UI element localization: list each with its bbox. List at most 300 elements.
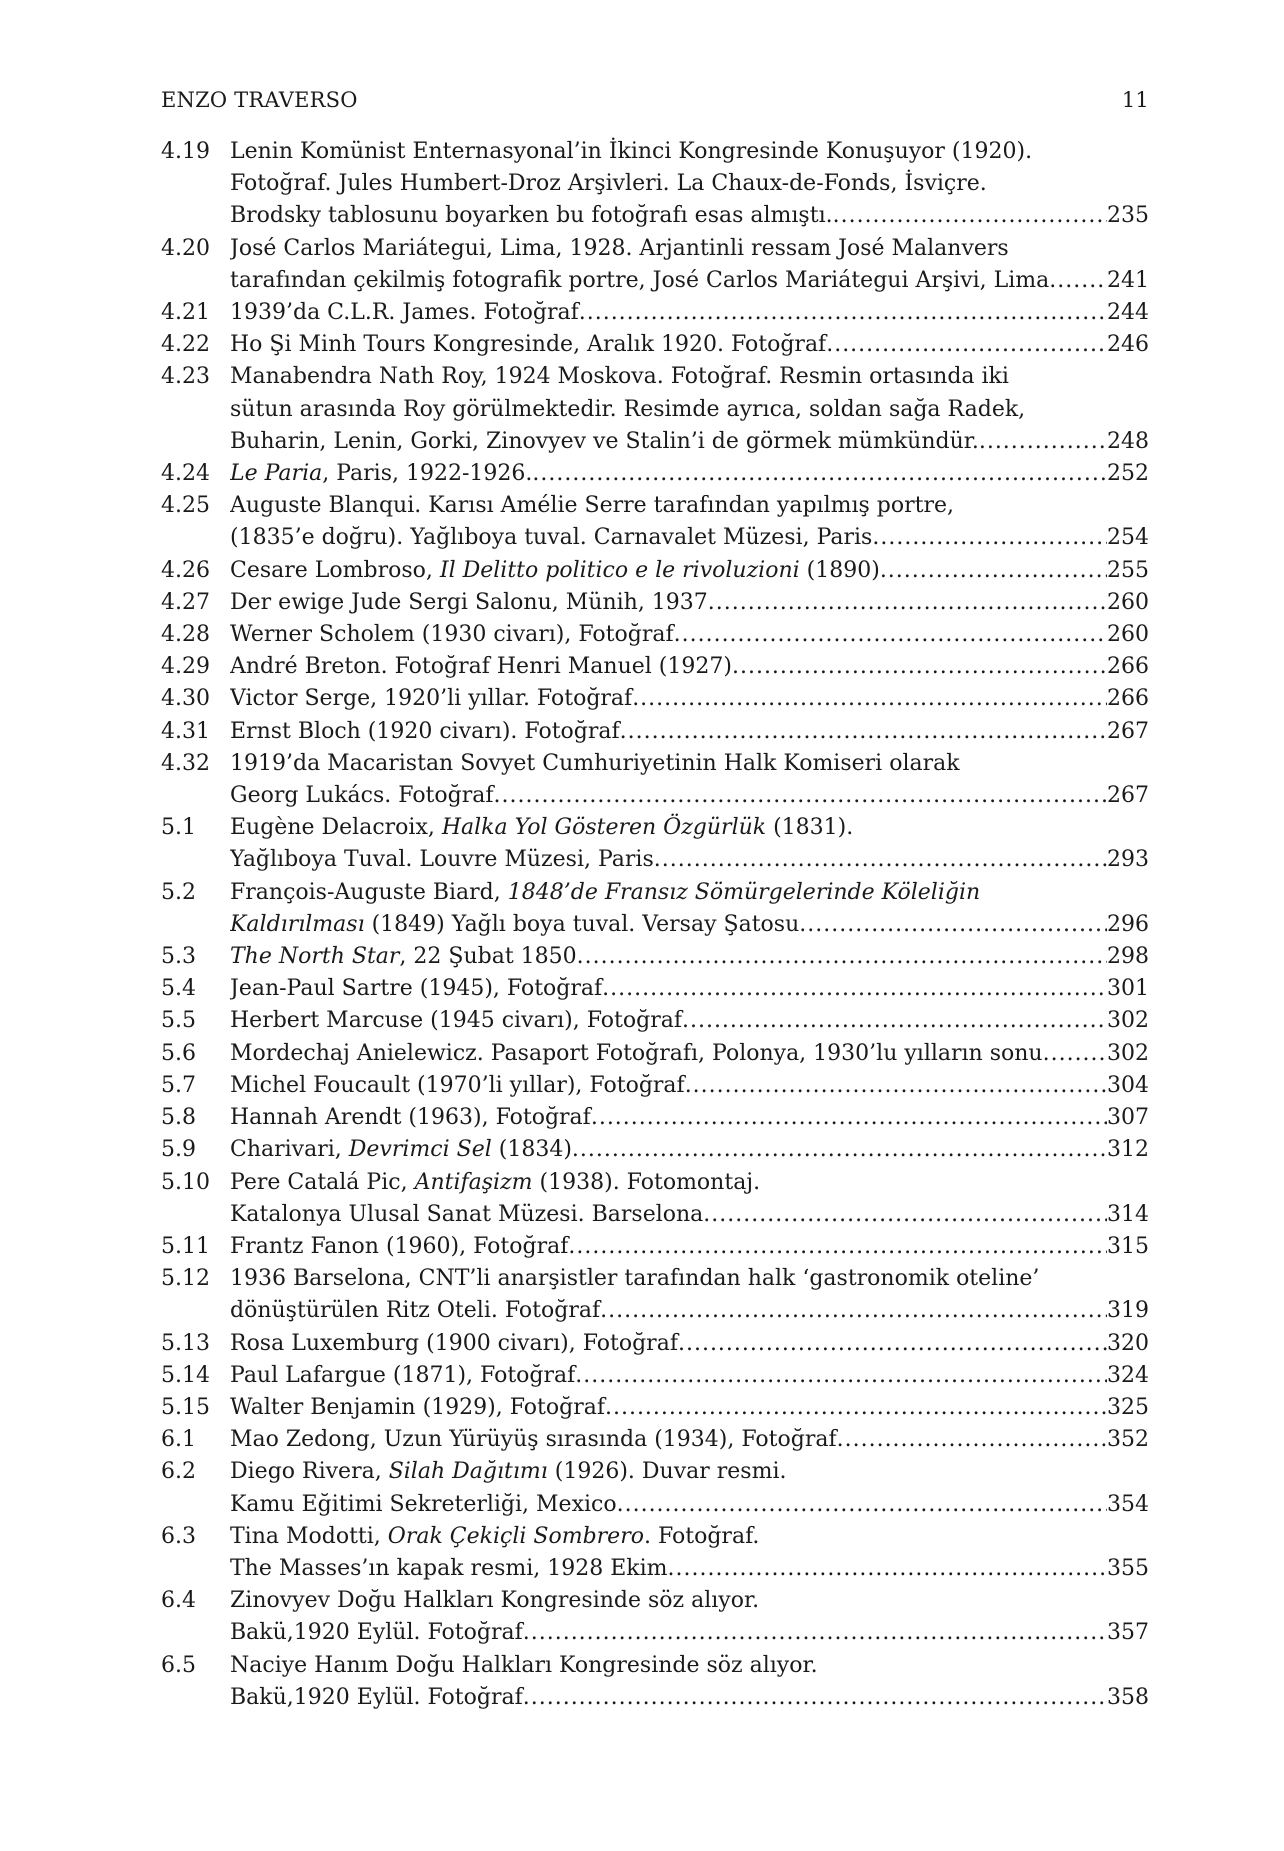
figure-entry [161,490,1149,554]
leader-dots [833,200,1107,232]
figure-number: 5.10 [161,1169,210,1195]
figure-page-number: 298 [1107,944,1149,970]
figure-page-number: 355 [1107,1555,1149,1581]
caption-last-line [230,1005,1149,1037]
figure-number: 5.7 [161,1072,196,1098]
figure-entry [161,941,1149,973]
caption-last-text [230,1328,678,1360]
caption-last-line [230,1553,1149,1585]
caption-text: , Paris, 1922-1926. [322,461,533,487]
figure-page-number: 293 [1107,847,1149,873]
figure-page-number: 302 [1107,1008,1149,1034]
caption-last-text [230,458,532,490]
leader-dots [568,1231,1107,1263]
figure-page-number: 324 [1107,1362,1149,1388]
caption-last-line [230,1102,1149,1134]
figure-number: 4.21 [161,300,210,326]
caption-last-text [230,1617,523,1649]
figure-number: 6.2 [161,1459,196,1485]
figure-caption [230,587,1149,619]
figure-caption [230,1521,1149,1585]
figure-entry [161,1231,1149,1263]
figure-page-number: 255 [1107,557,1149,583]
figure-page-number: 320 [1107,1330,1149,1356]
caption-title-italic: 1848’de Fransız Sömürgelerinde Köleliğin [507,879,981,905]
figure-caption [230,1167,1149,1231]
list-of-figures [161,136,1149,1714]
caption-text: Brodsky tablosunu boyarken bu fotoğrafı esas almıştı. [230,203,833,229]
figure-number: 6.5 [161,1652,196,1678]
figure-number: 5.6 [161,1040,196,1066]
caption-last-line [230,1295,1149,1327]
caption-last-line [230,555,1149,587]
figure-number: 4.27 [161,589,210,615]
figure-number: 6.1 [161,1427,196,1453]
caption-text: Mao Zedong, Uzun Yürüyüş sırasında (1934), Fotoğraf [230,1427,837,1453]
figure-entry [161,1392,1149,1424]
caption-text: Kamu Eğitimi Sekreterliği, Mexico [230,1491,617,1517]
caption-last-text [230,941,577,973]
leader-dots [523,1617,1107,1649]
caption-text: Herbert Marcuse (1945 civarı), Fotoğraf [230,1008,682,1034]
caption-text: Pere Catalá Pic, [230,1169,415,1195]
caption-last-text [230,780,494,812]
caption-last-line [230,651,1149,683]
figure-page-number: 301 [1107,976,1149,1002]
caption-last-text [230,1489,617,1521]
caption-last-text [230,1360,575,1392]
caption-last-text [230,200,833,232]
figure-caption [230,458,1149,490]
figure-entry [161,619,1149,651]
figure-caption [230,1392,1149,1424]
figure-entry [161,1424,1149,1456]
figure-entry [161,1005,1149,1037]
leader-dots [732,651,1107,683]
figure-entry [161,1038,1149,1070]
caption-line: Fotoğraf. Jules Humbert-Droz Arşivleri. La Chaux-de-Fonds, İsviçre. [230,171,987,197]
caption-title-italic: Kaldırılması [230,911,365,937]
figure-page-number: 260 [1107,622,1149,648]
figure-caption [230,555,1149,587]
caption-text: (1835’e doğru). Yağlıboya tuval. Carnavalet Müzesi, Paris [230,525,873,551]
figure-entry [161,587,1149,619]
caption-text: (1926). Duvar resmi. [547,1459,787,1485]
caption-last-line [230,329,1149,361]
caption-last-line [230,265,1149,297]
caption-title-italic: The North Star [230,944,400,970]
figure-caption [230,1231,1149,1263]
figure-caption [230,941,1149,973]
figure-page-number: 315 [1107,1233,1149,1259]
caption-text: Der ewige Jude Sergi Salonu, Münih, 1937 [230,589,708,615]
figure-caption [230,1424,1149,1456]
figure-entry [161,1521,1149,1585]
caption-last-text [230,619,674,651]
leader-dots [682,1005,1107,1037]
leader-dots [579,297,1107,329]
figure-number: 5.14 [161,1362,210,1388]
caption-text: François-Auguste Biard, [230,879,508,905]
caption-last-text [230,1392,605,1424]
figure-caption [230,1005,1149,1037]
figure-entry [161,555,1149,587]
page-number: 11 [1121,88,1149,112]
figure-page-number: 304 [1107,1072,1149,1098]
caption-line: Lenin Komünist Enternasyonal’in İkinci Kongresinde Konuşuyor (1920). [230,139,1033,164]
caption-text: Walter Benjamin (1929), Fotoğraf [230,1394,605,1420]
caption-last-line [230,1617,1149,1649]
caption-last-text [230,1295,600,1327]
figure-entry [161,877,1149,941]
caption-title-italic: Il Delitto politico e le rivoluzioni [439,557,800,583]
figure-number: 6.4 [161,1588,196,1614]
caption-line: sütun arasında Roy görülmektedir. Resimde ayrıca, soldan sağa Radek, [230,396,1026,422]
figure-number: 4.30 [161,686,210,712]
figure-page-number: 314 [1107,1201,1149,1227]
figure-page-number: 235 [1107,203,1149,229]
caption-line [230,1521,1149,1553]
figure-page-number: 319 [1107,1298,1149,1324]
caption-last-line [230,1424,1149,1456]
figure-number: 4.19 [161,139,210,164]
figure-caption [230,1328,1149,1360]
leader-dots [620,716,1107,748]
caption-text: Bakü,1920 Eylül. Fotoğraf [230,1684,523,1710]
figure-entry [161,973,1149,1005]
caption-title-italic: Halka Yol Gösteren Özgürlük [441,815,767,841]
caption-title-italic: Devrimci Sel [348,1137,492,1163]
figure-number: 4.25 [161,493,210,519]
figure-number: 4.22 [161,332,210,358]
figure-page-number: 307 [1107,1105,1149,1131]
figure-caption [230,812,1149,876]
leader-dots [826,329,1107,361]
figure-entry [161,1263,1149,1327]
caption-text: 1939’da C.L.R. James. Fotoğraf [230,300,579,326]
figure-entry [161,136,1149,233]
figure-caption [230,1134,1149,1166]
figure-page-number: 266 [1107,686,1149,712]
caption-last-text [230,651,732,683]
caption-last-text [230,587,708,619]
caption-last-text [230,1424,837,1456]
leader-dots [617,1489,1107,1521]
caption-title-italic: Orak Çekiçli Sombrero [387,1523,644,1549]
leader-dots [872,522,1107,554]
caption-last-line [230,973,1149,1005]
caption-text: Paul Lafargue (1871), Fotoğraf [230,1362,576,1388]
figure-caption [230,136,1149,233]
caption-line [230,1167,1149,1199]
figure-entry [161,458,1149,490]
leader-dots [605,1392,1107,1424]
figure-caption [230,1070,1149,1102]
figure-page-number: 252 [1107,461,1149,487]
leader-dots [532,458,1107,490]
caption-last-text [230,1038,1043,1070]
running-header [161,88,1149,122]
figure-caption [230,748,1149,812]
figure-number: 6.3 [161,1523,196,1549]
caption-last-text [230,716,620,748]
caption-line: Manabendra Nath Roy, 1924 Moskova. Fotoğraf. Resmin ortasında iki [230,364,1009,390]
running-header-author: ENZO TRAVERSO [161,88,358,112]
caption-last-line [230,1134,1149,1166]
caption-last-line [230,683,1149,715]
leader-dots [674,619,1107,651]
caption-last-text [230,1102,591,1134]
caption-last-line [230,1199,1149,1231]
caption-last-text [230,329,826,361]
figure-number: 4.28 [161,622,210,648]
figure-number: 5.13 [161,1330,210,1356]
figure-entry [161,1102,1149,1134]
caption-text: (1831). [766,815,854,841]
figure-caption [230,973,1149,1005]
figure-caption [230,1263,1149,1327]
figure-entry [161,1456,1149,1520]
leader-dots [837,1424,1107,1456]
caption-last-line [230,1231,1149,1263]
leader-dots [703,1199,1107,1231]
caption-last-line [230,619,1149,651]
caption-text: Eugène Delacroix, [230,815,442,841]
figure-page-number: 267 [1107,718,1149,744]
leader-dots [979,426,1107,458]
caption-text: The Masses’ın kapak resmi, 1928 Ekim [230,1555,668,1581]
caption-last-text [230,683,632,715]
figure-caption [230,297,1149,329]
caption-text: tarafından çekilmiş fotografik portre, José Carlos Mariátegui Arşivi, Lima [230,267,1050,293]
figure-number: 4.32 [161,750,210,776]
leader-dots [602,973,1107,1005]
caption-last-text [230,1134,572,1166]
figure-entry [161,233,1149,297]
caption-last-line [230,844,1149,876]
caption-title-italic: Antifaşizm [414,1169,533,1195]
figure-entry [161,683,1149,715]
leader-dots [668,1553,1107,1585]
caption-last-line [230,458,1149,490]
caption-text: Katalonya Ulusal Sanat Müzesi. Barselona [230,1201,704,1227]
caption-text: Rosa Luxemburg (1900 civarı), Fotoğraf [230,1330,678,1356]
figure-page-number: 296 [1107,911,1149,937]
caption-last-text [230,1199,703,1231]
caption-text: Ernst Bloch (1920 civarı). Fotoğraf [230,718,620,744]
figure-page-number: 248 [1107,428,1149,454]
caption-last-line [230,1682,1149,1714]
caption-text: Mordechaj Anielewicz. Pasaport Fotoğrafı, Polonya, 1930’lu yılların sonu [230,1040,1043,1066]
figure-caption [230,1038,1149,1070]
caption-last-text [230,844,654,876]
caption-last-line [230,1328,1149,1360]
figure-entry [161,716,1149,748]
figure-page-number: 312 [1107,1137,1149,1163]
leader-dots [1049,265,1107,297]
leader-dots [494,780,1107,812]
caption-last-text [230,1231,568,1263]
caption-last-text [230,1005,682,1037]
caption-title-italic: Silah Dağıtımı [388,1459,548,1485]
caption-line: Zinovyev Doğu Halkları Kongresinde söz alıyor. [230,1588,760,1614]
figure-caption [230,619,1149,651]
caption-last-line [230,909,1149,941]
caption-text: Buharin, Lenin, Gorki, Zinovyev ve Stalin’i de görmek mümkündür. [230,428,979,454]
caption-last-line [230,1038,1149,1070]
caption-text: (1849) Yağlı boya tuval. Versay Şatosu [364,911,800,937]
caption-text: Victor Serge, 1920’li yıllar. Fotoğraf [230,686,633,712]
leader-dots [880,555,1107,587]
leader-dots [523,1682,1107,1714]
leader-dots [678,1328,1107,1360]
figure-page-number: 352 [1107,1427,1149,1453]
caption-last-line [230,1070,1149,1102]
figure-caption [230,329,1149,361]
figure-number: 4.29 [161,654,210,680]
figure-number: 5.3 [161,944,196,970]
caption-text: Hannah Arendt (1963), Fotoğraf [230,1105,591,1131]
caption-line [230,877,1149,909]
figure-caption [230,683,1149,715]
figure-entry [161,297,1149,329]
caption-text: Charivari, [230,1137,349,1163]
leader-dots [591,1102,1107,1134]
figure-page-number: 246 [1107,332,1149,358]
caption-text: Werner Scholem (1930 civarı), Fotoğraf [230,622,674,648]
caption-text: (1938). Fotomontaj. [532,1169,761,1195]
figure-number: 5.2 [161,879,196,905]
caption-last-line [230,297,1149,329]
figure-entry [161,1585,1149,1649]
figure-caption [230,1585,1149,1649]
caption-text: Diego Rivera, [230,1459,389,1485]
leader-dots [577,941,1107,973]
figure-entry [161,361,1149,458]
figure-entry [161,748,1149,812]
figure-number: 5.8 [161,1105,196,1131]
caption-text: Michel Foucault (1970’li yıllar), Fotoğraf [230,1072,685,1098]
caption-last-text [230,265,1049,297]
leader-dots [799,909,1107,941]
figure-page-number: 358 [1107,1684,1149,1710]
caption-last-text [230,973,602,1005]
leader-dots [572,1134,1107,1166]
leader-dots [685,1070,1107,1102]
figure-number: 4.23 [161,364,210,390]
figure-entry [161,1167,1149,1231]
figure-number: 5.5 [161,1008,196,1034]
figure-caption [230,1456,1149,1520]
leader-dots [654,844,1107,876]
caption-text: , 22 Şubat 1850 [399,944,577,970]
caption-text: . Fotoğraf. [643,1523,760,1549]
figure-caption [230,1650,1149,1714]
caption-line: Auguste Blanqui. Karısı Amélie Serre tarafından yapılmış portre, [230,493,955,519]
figure-entry [161,1650,1149,1714]
figure-page-number: 266 [1107,654,1149,680]
figure-number: 5.15 [161,1394,210,1420]
figure-entry [161,1070,1149,1102]
figure-number: 4.24 [161,461,210,487]
caption-text: André Breton. Fotoğraf Henri Manuel (1927) [230,654,732,680]
caption-last-line [230,522,1149,554]
figure-page-number: 357 [1107,1620,1149,1646]
figure-entry [161,1360,1149,1392]
figure-page-number: 241 [1107,267,1149,293]
caption-last-text [230,1553,668,1585]
figure-entry [161,329,1149,361]
figure-caption [230,490,1149,554]
leader-dots [575,1360,1107,1392]
leader-dots [600,1295,1107,1327]
caption-last-line [230,1489,1149,1521]
figure-page-number: 267 [1107,783,1149,809]
caption-last-line [230,200,1149,232]
figure-caption [230,1360,1149,1392]
caption-last-line [230,1360,1149,1392]
caption-last-text [230,555,880,587]
figure-caption [230,651,1149,683]
caption-line [230,812,1149,844]
figure-caption [230,233,1149,297]
figure-entry [161,812,1149,876]
figure-page-number: 244 [1107,300,1149,326]
caption-text: (1890) [799,557,880,583]
caption-title-italic: Le Paria [230,461,323,487]
figure-number: 5.4 [161,976,196,1002]
figure-caption [230,361,1149,458]
figure-entry [161,651,1149,683]
caption-text: Georg Lukács. Fotoğraf [230,783,494,809]
caption-line: José Carlos Mariátegui, Lima, 1928. Arjantinli ressam José Malanvers [230,235,1009,261]
caption-text: Tina Modotti, [230,1523,388,1549]
leader-dots [1043,1038,1107,1070]
caption-last-text [230,909,799,941]
figure-page-number: 354 [1107,1491,1149,1517]
caption-text: Jean-Paul Sartre (1945), Fotoğraf [230,976,603,1002]
caption-last-line [230,426,1149,458]
figure-caption [230,716,1149,748]
figure-caption [230,877,1149,941]
figure-entry [161,1134,1149,1166]
figure-number: 5.9 [161,1137,196,1163]
caption-text: Frantz Fanon (1960), Fotoğraf [230,1233,569,1259]
figure-entry [161,1328,1149,1360]
caption-last-text [230,522,872,554]
caption-text: Ho Şi Minh Tours Kongresinde, Aralık 1920. Fotoğraf [230,332,827,358]
figure-page-number: 254 [1107,525,1149,551]
figure-page-number: 260 [1107,589,1149,615]
figure-number: 5.1 [161,815,196,841]
caption-line [230,1456,1149,1488]
caption-last-line [230,780,1149,812]
caption-line: 1936 Barselona, CNT’li anarşistler tarafından halk ‘gastronomik oteline’ [230,1266,1040,1292]
figure-page-number: 325 [1107,1394,1149,1420]
caption-last-text [230,1070,685,1102]
figure-number: 4.31 [161,718,210,744]
figure-caption [230,1102,1149,1134]
caption-last-text [230,426,979,458]
caption-last-text [230,1682,523,1714]
figure-number: 4.20 [161,235,210,261]
figure-number: 5.11 [161,1233,210,1259]
caption-text: Cesare Lombroso, [230,557,440,583]
figure-number: 5.12 [161,1266,210,1292]
caption-text: (1834) [491,1137,572,1163]
caption-last-text [230,297,579,329]
caption-text: Yağlıboya Tuval. Louvre Müzesi, Paris [230,847,654,873]
